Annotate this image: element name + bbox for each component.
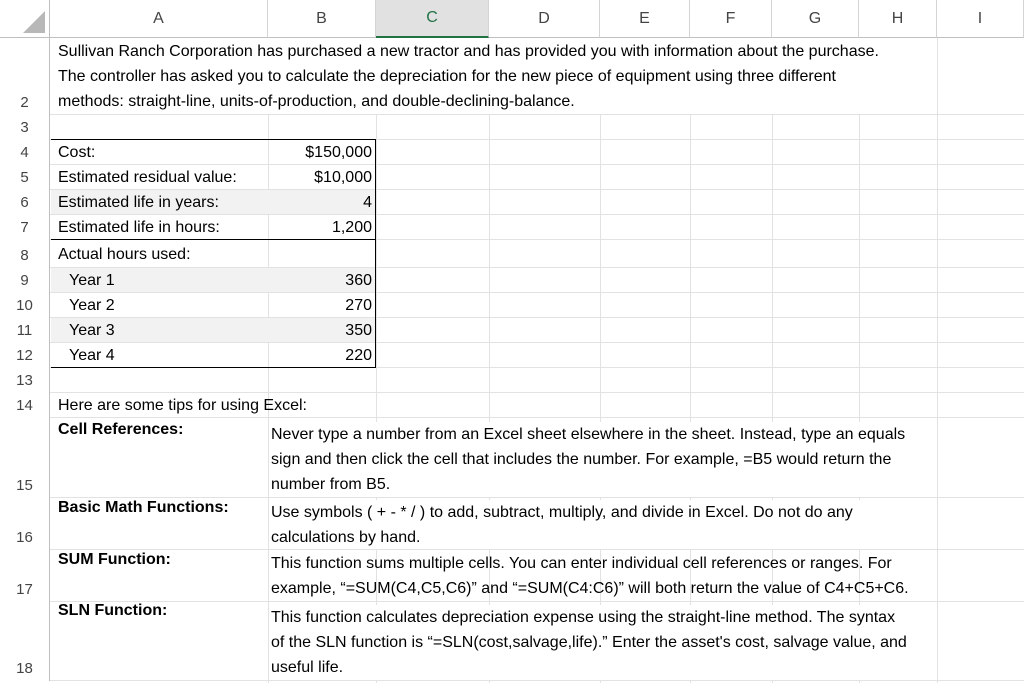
table-border-right <box>375 139 376 368</box>
tip-description[interactable] <box>269 605 937 680</box>
cost-value[interactable]: $150,000 <box>305 143 372 161</box>
row-header-4[interactable] <box>0 140 50 165</box>
tip-line: Never type a number from an Excel sheet elsewhere in the sheet. Instead, type an equals <box>271 426 906 443</box>
year-2-value[interactable]: 270 <box>345 296 372 314</box>
column-header-i[interactable] <box>937 0 1024 38</box>
intro-text <box>58 39 938 114</box>
column-header-e[interactable] <box>600 0 690 38</box>
tip-line: Use symbols ( + - * / ) to add, subtract, multiply, and divide in Excel. Do not do any <box>271 504 853 521</box>
row-label: 13 <box>16 372 33 389</box>
row-header-9[interactable] <box>0 268 50 293</box>
intro-line: methods: straight-line, units-of-production, and double-declining-balance. <box>58 93 575 110</box>
tip-line: example, “=SUM(C4,C5,C6)” and “=SUM(C4:C6)” will both return the value of C4+C5+C6. <box>271 580 909 597</box>
column-label: F <box>725 9 736 27</box>
row-label: 11 <box>16 322 33 339</box>
table-border-mid <box>51 239 376 240</box>
column-header-f[interactable] <box>690 0 772 38</box>
tip-description[interactable] <box>269 551 949 601</box>
tips-heading[interactable]: Here are some tips for using Excel: <box>58 396 307 414</box>
tip-line: useful life. <box>271 659 344 676</box>
row-header-12[interactable] <box>0 343 50 368</box>
year-3-label[interactable]: Year 3 <box>69 321 115 339</box>
row-header-14[interactable] <box>0 393 50 418</box>
row-label: 7 <box>20 219 29 236</box>
year-1-label[interactable]: Year 1 <box>69 271 115 289</box>
column-header-d[interactable] <box>489 0 600 38</box>
intro-line: The controller has asked you to calculate the depreciation for the new piece of equipment using three different <box>58 68 836 85</box>
year-4-label[interactable]: Year 4 <box>69 346 115 364</box>
column-label: B <box>316 9 327 27</box>
residual-value[interactable]: $10,000 <box>314 168 372 186</box>
life-years-label[interactable]: Estimated life in years: <box>58 193 219 211</box>
row-label: 2 <box>20 94 29 111</box>
column-label: I <box>977 9 983 27</box>
row-header-8[interactable] <box>0 240 50 268</box>
tip-description[interactable] <box>269 500 937 549</box>
column-label: E <box>639 9 650 27</box>
tip-line: This function sums multiple cells. You can enter individual cell references or ranges. For <box>271 555 892 572</box>
gridline <box>50 114 1024 115</box>
row-header-11[interactable] <box>0 318 50 343</box>
column-label: D <box>538 9 550 27</box>
row-label: 18 <box>16 660 33 677</box>
gridline <box>50 680 1024 681</box>
year-1-value[interactable]: 360 <box>345 271 372 289</box>
column-label: A <box>153 9 164 27</box>
row-label: 4 <box>20 144 29 161</box>
row-header-15[interactable] <box>0 418 50 498</box>
life-hours-value[interactable]: 1,200 <box>331 218 372 236</box>
gridline <box>50 342 1024 343</box>
intro-cell[interactable] <box>50 38 937 114</box>
select-all-corner[interactable] <box>0 0 50 38</box>
tip-title: SLN Function: <box>58 602 168 619</box>
column-label: C <box>426 9 438 26</box>
row-label: 8 <box>20 247 29 264</box>
row-header-5[interactable] <box>0 165 50 190</box>
gridline <box>50 292 1024 293</box>
row-header-17[interactable] <box>0 550 50 602</box>
tip-title-cell[interactable] <box>51 602 268 680</box>
tip-line: calculations by hand. <box>271 529 421 546</box>
row-header-16[interactable] <box>0 498 50 550</box>
column-label: H <box>891 9 904 27</box>
row-label: 3 <box>20 119 29 136</box>
row-label: 16 <box>16 529 33 546</box>
table-border-bottom <box>51 367 376 368</box>
row-header-18[interactable] <box>0 602 50 681</box>
tip-line: sign and then click the cell that includes the number. For example, =B5 would return the <box>271 451 892 468</box>
year-2-label[interactable]: Year 2 <box>69 296 115 314</box>
row-header-13[interactable] <box>0 368 50 393</box>
year-3-value[interactable]: 350 <box>345 321 372 339</box>
tip-line: number from B5. <box>271 476 391 493</box>
column-header-c[interactable] <box>376 0 489 38</box>
tip-line: of the SLN function is “=SLN(cost,salvage,life).” Enter the asset's cost, salvage value, and <box>271 634 907 651</box>
column-header-h[interactable] <box>859 0 937 38</box>
row-header-7[interactable] <box>0 215 50 240</box>
column-label: G <box>808 9 822 27</box>
select-all-triangle-icon <box>23 11 45 33</box>
tip-title: Basic Math Functions: <box>58 499 229 516</box>
tip-title-cell[interactable] <box>51 550 268 601</box>
column-header-g[interactable] <box>772 0 859 38</box>
tip-title: Cell References: <box>58 421 184 438</box>
tip-title: SUM Function: <box>58 551 171 568</box>
row-label: 5 <box>20 169 29 186</box>
life-years-value[interactable]: 4 <box>363 193 372 211</box>
row-label: 12 <box>16 347 33 364</box>
row-label: 9 <box>20 272 29 289</box>
tip-title-cell[interactable] <box>51 498 268 549</box>
year-4-value[interactable]: 220 <box>345 346 372 364</box>
row-label: 14 <box>16 397 33 414</box>
row-label: 10 <box>16 297 33 314</box>
cost-label[interactable]: Cost: <box>58 143 96 161</box>
row-label: 17 <box>16 581 33 598</box>
row-header-3[interactable] <box>0 115 50 140</box>
column-header-a[interactable] <box>50 0 268 38</box>
intro-line: Sullivan Ranch Corporation has purchased a new tractor and has provided you with information about the purchase. <box>58 43 879 60</box>
tip-description[interactable] <box>269 422 937 497</box>
tip-title-cell[interactable] <box>51 418 268 497</box>
life-hours-label[interactable]: Estimated life in hours: <box>58 218 220 236</box>
row-label: 6 <box>20 194 29 211</box>
row-header-6[interactable] <box>0 190 50 215</box>
row-label: 15 <box>16 477 33 494</box>
table-border-top <box>51 139 376 140</box>
column-header-b[interactable] <box>268 0 376 38</box>
residual-label[interactable]: Estimated residual value: <box>58 168 237 186</box>
row-header-2[interactable] <box>0 38 50 115</box>
actual-hours-label[interactable]: Actual hours used: <box>58 246 191 263</box>
row-header-10[interactable] <box>0 293 50 318</box>
tip-line: This function calculates depreciation expense using the straight-line method. The syntax <box>271 609 896 626</box>
